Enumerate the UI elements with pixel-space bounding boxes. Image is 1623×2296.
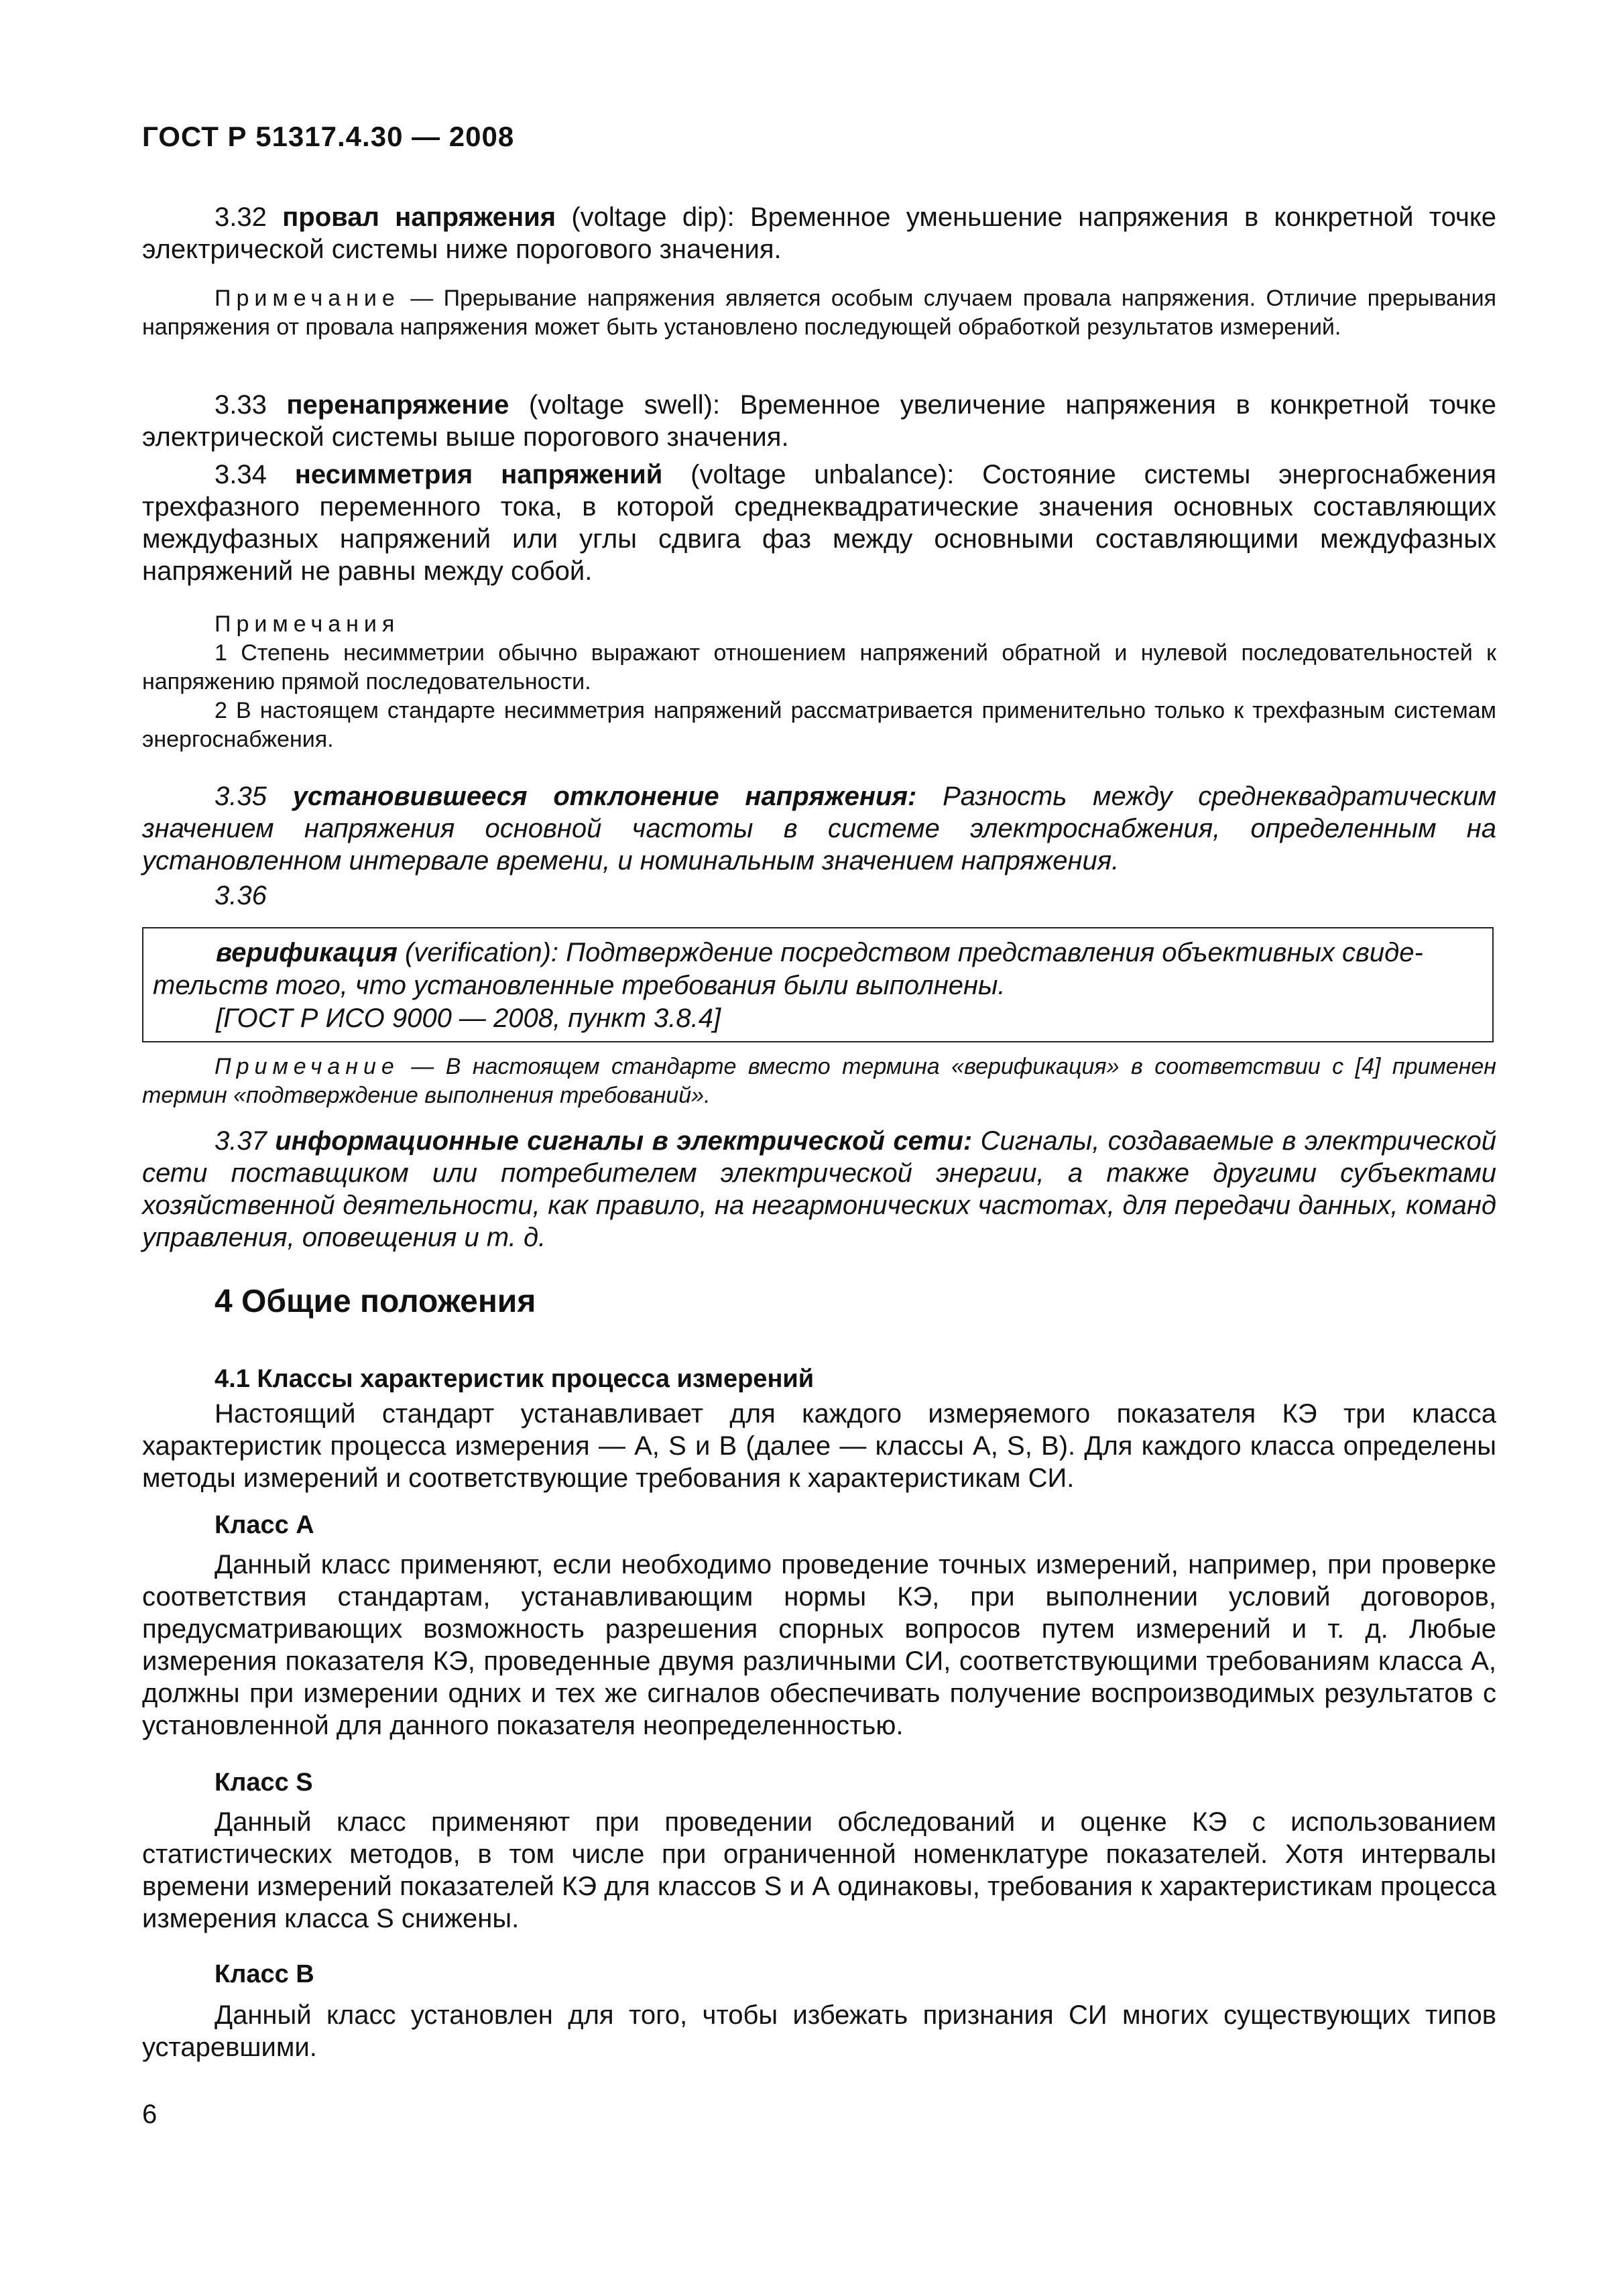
definition-3-36-box	[142, 927, 1494, 1042]
definition-term: установившееся отклонение напряжения:	[292, 782, 917, 811]
class-s-heading: Класс S	[215, 1768, 313, 1797]
definition-3-34	[142, 459, 1496, 587]
definition-number: 3.32	[215, 202, 283, 232]
note-item-2: 2 В настоящем стандарте несимметрия напряжений рассматривается применительно только к трехфазным системам энергоснабжения.	[142, 698, 1496, 752]
definition-text: (voltage dip): Временное уменьшение напряжения в конкретной точке электрической системы ниже порогового значения.	[142, 202, 1497, 264]
definition-number: 3.33	[215, 390, 287, 420]
standard-header: ГОСТ Р 51317.4.30 — 2008	[142, 121, 515, 152]
class-s-text: Данный класс применяют при проведении обследований и оценке КЭ с использованием статистических методов, в том числе при ограниченной номенклатуре показателей. Хотя интервалы времени измерений показателей КЭ для классов S и А одинаковы, требования к характеристикам процесса измерения класса S снижены.	[142, 1807, 1496, 1933]
page-number: 6	[142, 2100, 158, 2129]
definition-text: Сигналы, создаваемые в электрической сети поставщиком или потребителем электрической энергии, а также другими субъектами хозяйственной деятельности, как правило, на негармонических частотах, для передачи данных, команд управления, оповещения и т. д.	[142, 1126, 1497, 1252]
box-line-1	[216, 936, 1423, 969]
note-text: — Прерывание напряжения является особым случаем провала напряжения. Отличие прерывания напряжения от провала напряжения может быть установлено последующей обработкой результатов измерений.	[142, 286, 1496, 340]
box-reference: [ГОСТ Р ИСО 9000 — 2008, пункт 3.8.4]	[216, 1004, 721, 1033]
class-a-text: Данный класс применяют, если необходимо проведение точных измерений, например, при проверке соответствия стандартам, устанавливающим нормы КЭ, при выполнении условий договоров, предусматривающих возможность разрешения спорных вопросов путем измерений и т. д. Любые измерения показателя КЭ, проведенные двумя различными СИ, соответствующими требованиям класса А, должны при измерении одних и тех же сигналов обеспечивать получение воспроизводимых результатов с установленной для данного показателя неопределенностью.	[142, 1550, 1496, 1740]
definition-number: 3.35	[215, 782, 293, 811]
definition-number: 3.37	[215, 1126, 276, 1156]
note-text: — В настоящем стандарте вместо термина «верификация» в соответствии с [4] применен термин «подтверждение выполнения требований».	[142, 1054, 1496, 1108]
definition-3-36-number: 3.36	[215, 881, 267, 910]
note-3-36	[142, 1052, 1496, 1110]
definition-text: (verification): Подтверждение посредством представления объективных свиде-	[397, 938, 1423, 967]
definition-3-33	[142, 389, 1496, 453]
definition-term: провал напряжения	[282, 202, 556, 232]
definition-3-35	[142, 780, 1496, 877]
definition-3-37	[142, 1125, 1496, 1254]
definition-number: 3.34	[215, 460, 295, 489]
box-line-2: тельств того, что установленные требования были выполнены.	[153, 971, 1006, 1000]
class-a-heading: Класс А	[215, 1511, 314, 1539]
note-label: Примечание	[215, 286, 400, 311]
definition-text: (voltage unbalance): Состояние системы энергоснабжения трехфазного переменного тока, в которой среднеквадратические значения основных составляющих междуфазных напряжений или углы сдвига фаз между основными составляющими междуфазных напряжений не равны между собой.	[142, 460, 1496, 586]
definition-3-32	[142, 201, 1496, 265]
definition-text: Разность между среднеквадратическим значением напряжения основной частоты в системе электроснабжения, определенным на установленном интервале времени, и номинальным значением напряжения.	[142, 782, 1496, 875]
subsection-4-1-text: Настоящий стандарт устанавливает для каждого измеряемого показателя КЭ три класса характеристик процесса измерения — А, S и В (далее — классы А, S, В). Для каждого класса определены методы измерений и соответствующие требования к характеристикам СИ.	[142, 1399, 1496, 1493]
definition-term: несимметрия напряжений	[294, 460, 663, 489]
note-3-32	[142, 284, 1496, 342]
subsection-heading: 4.1 Классы характеристик процесса измерений	[215, 1365, 815, 1393]
class-b-text: Данный класс установлен для того, чтобы избежать признания СИ многих существующих типов устаревшими.	[142, 2000, 1496, 2062]
section-heading: 4 Общие положения	[215, 1284, 536, 1319]
class-b-heading: Класс В	[215, 1960, 314, 1988]
notes-label: Примечания	[215, 611, 400, 637]
definition-term: верификация	[216, 938, 398, 967]
notes-3-34	[142, 610, 1496, 754]
definition-term: информационные сигналы в электрической сети:	[275, 1126, 973, 1156]
definition-term: перенапряжение	[286, 390, 509, 420]
definition-text: (voltage swell): Временное увеличение напряжения в конкретной точке электрической системы выше порогового значения.	[142, 390, 1496, 452]
note-label: Примечание	[215, 1054, 400, 1079]
note-item-1: 1 Степень несимметрии обычно выражают отношением напряжений обратной и нулевой последовательностей к напряжению прямой последовательности.	[142, 640, 1496, 694]
